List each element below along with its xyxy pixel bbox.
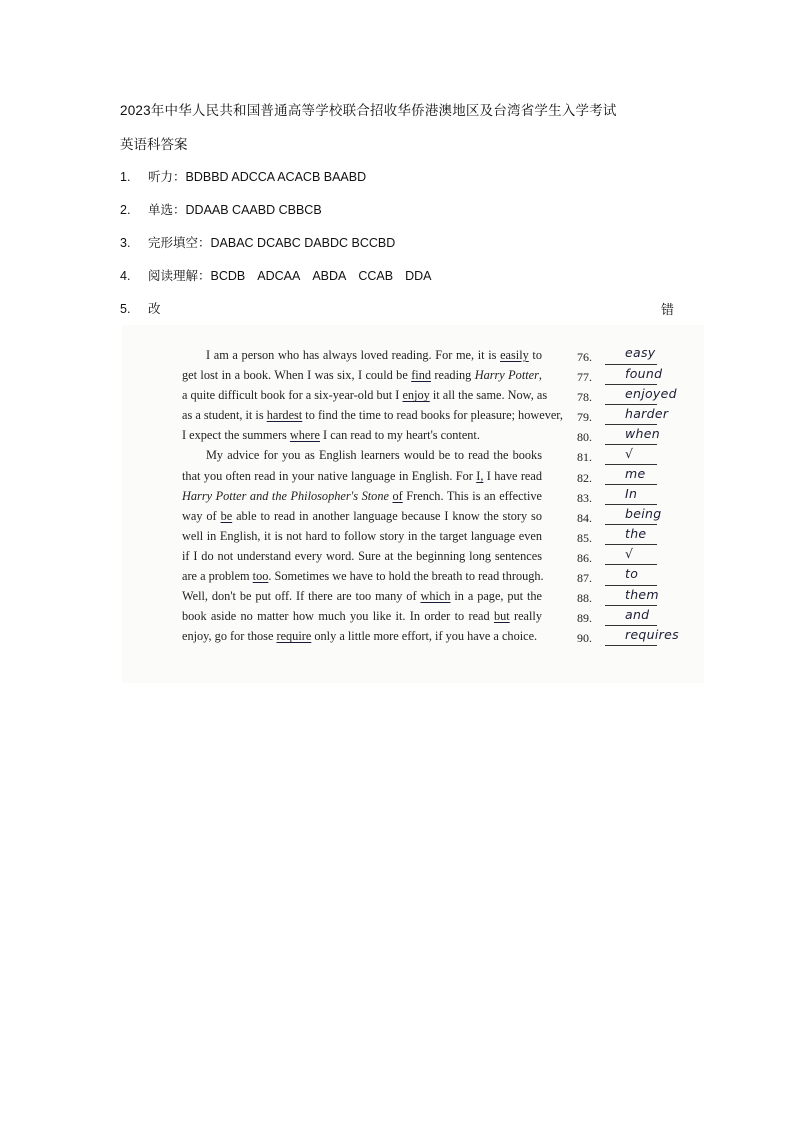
marked-word: easily [500,348,529,362]
answer-error-correction [120,299,161,317]
answer-group: DDA [405,269,432,283]
handwritten-answer: found [625,365,663,381]
correction-row: 89. and [577,608,707,628]
handwritten-answer: requires [625,626,679,642]
marked-word: be [220,508,233,523]
answer-group: CCAB [358,269,394,283]
correction-row: 87. to [577,568,707,588]
handwritten-answer: harder [625,405,669,421]
page-subtitle: 英语科答案 [120,137,188,152]
handwritten-answer: to [625,566,639,582]
passage-line: are a problem too. Sometimes we have to hold the breath to read through. [182,569,544,584]
marked-word: where [289,428,320,443]
correction-row: 78. enjoyed [577,385,677,405]
correction-row: 81. √ [577,447,707,467]
marked-word: find [411,368,431,383]
answer-reading [120,266,432,284]
scanned-passage-image [122,325,704,683]
passage-text [182,345,563,646]
passage-line: book aside no matter how much you like it. In order to read but really [182,609,542,624]
handwritten-answer: being [625,506,662,522]
handwritten-answer: the [625,526,647,542]
passage-line: My advice for you as English learners would be to read the books [206,448,542,463]
correction-row: 76. easy [577,345,656,364]
correction-row: 84. being [577,506,662,525]
handwritten-answer: enjoyed [625,385,677,401]
answer-group: BCDB [210,269,246,283]
correction-answer-list [577,347,707,648]
marked-word: but [493,609,510,624]
handwritten-answer: when [625,425,660,441]
check-mark-icon: √ [625,445,634,461]
passage-line: Harry Potter and the Philosopher's Stone of French. This is an effective [182,488,542,503]
correction-row: 83. In [577,488,707,508]
answer-number: 4. [120,269,131,283]
correction-row: 82. me [577,468,707,488]
check-mark-icon: √ [625,546,634,562]
passage-line: Well, don't be put off. If there are too many of which in a page, put the [182,589,542,604]
marked-word: which [420,589,451,604]
answer-single-choice [120,200,322,218]
answer-value: DABAC DCABC DABDC BCCBD [210,236,396,250]
correction-row: 90. requires [577,626,679,646]
answer-number: 5. [120,302,131,316]
passage-line: a quite difficult book for a six-year-old but I enjoy it all the same. Now, as [182,388,548,403]
marked-word: too [252,569,269,584]
passage-line: enjoy, go for those require only a little more effort, if you have a choice. [182,629,538,644]
passage-line: as a student, it is hardest to find the time to read books for pleasure; however, [182,408,563,423]
answer-value: BDBBD ADCCA ACACB BAABD [185,170,367,184]
answer-label: 阅读理解： [148,269,211,283]
answer-number: 2. [120,203,131,217]
correction-row: 79. harder [577,405,669,425]
correction-row: 88. them [577,586,659,606]
handwritten-answer: easy [625,345,656,361]
answer-label: 完形填空： [148,236,211,250]
answer-number: 3. [120,236,131,250]
answer-cloze [120,233,395,251]
handwritten-answer: In [625,486,638,502]
marked-word: hardest [266,408,303,423]
passage-line: if I do not understand every word. Sure at the beginning long sentences [182,548,542,563]
answer-value: DDAAB CAABD CBBCB [185,203,322,217]
answer-label: 单选： [148,203,186,217]
marked-word: I, [476,468,484,483]
correction-row: 86. √ [577,548,707,568]
passage-line: way of be able to read in another language because I know the story so [182,508,542,523]
handwritten-answer: them [625,586,659,602]
page-title: 2023年中华人民共和国普通高等学校联合招收华侨港澳地区及台湾省学生入学考试 [120,103,617,118]
answer-label: 听力： [148,170,186,184]
passage-line: get lost in a book. When I was six, I could be find reading Harry Potter, [182,368,542,383]
passage-line: that you often read in your native language in English. For I, I have read [182,468,542,483]
correction-row: 80. when [577,425,660,445]
passage-line: I expect the summers where I can read to my heart's content. [182,428,480,443]
answer-number: 1. [120,170,131,184]
passage-line: I am a person who has always loved reading. For me, it is easily to [206,348,543,362]
correction-row: 77. found [577,365,663,385]
marked-word: require [276,629,312,644]
answer-group: ABDA [312,269,347,283]
answer-label: 改 [148,302,161,316]
correction-row: 85. the [577,528,707,548]
handwritten-answer: and [625,606,650,622]
marked-word: of [392,488,403,503]
answer-group: ADCAA [257,269,301,283]
handwritten-answer: me [625,466,646,482]
marked-word: enjoy [402,388,430,403]
answer-listening [120,167,366,185]
answer-label-right: 错 [661,302,675,317]
passage-line: well in English, it is not hard to follow story in the target language even [182,528,542,543]
